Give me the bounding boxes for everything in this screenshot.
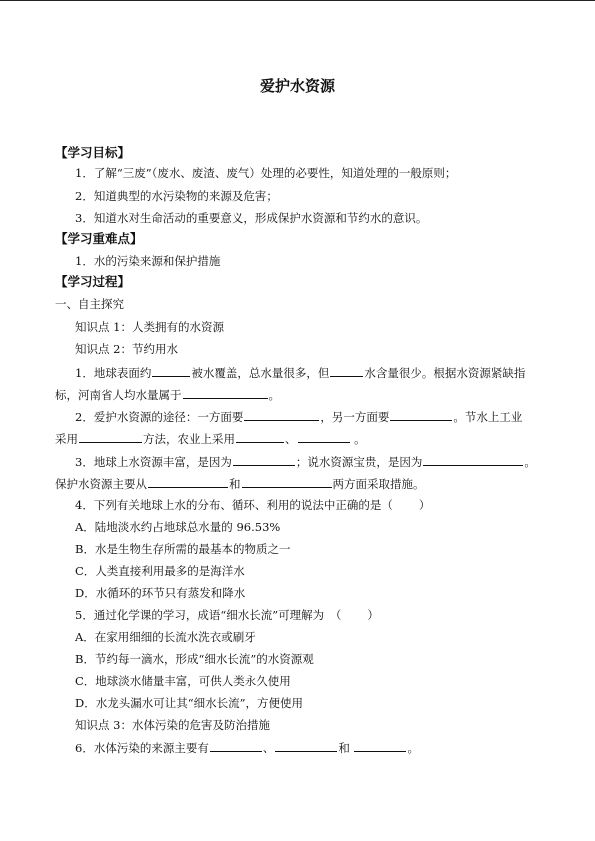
goal-item: 2．知道典型的水污染物的来源及危害； — [75, 189, 278, 203]
question-3-line-2: 保护水资源主要从 和 两方面采取措施。 — [55, 477, 425, 491]
knowledge-point-2: 知识点 2：节约用水 — [75, 342, 178, 356]
question-5-option-a: A．在家用细细的长流水洗衣或刷牙 — [75, 630, 256, 644]
goal-item: 1．了解“三废”（废水、废渣、废气）处理的必要性，知道处理的一般原则； — [75, 166, 457, 180]
answer-blank[interactable] — [236, 431, 284, 443]
question-5-option-b: B．节约每一滴水，形成“细水长流”的水资源观 — [75, 652, 314, 666]
question-4-stem: 4．下列有关地球上水的分布、循环、利用的说法中正确的是（ ） — [75, 498, 431, 512]
question-2-line-1: 2．爱护水资源的途径：一方面要 ，另一方面要 。节水上工业 — [75, 410, 523, 424]
question-1-line-1: 1．地球表面约 被水覆盖，总水量很多，但 水含量很少。根据水资源紧缺指 — [75, 366, 526, 380]
answer-blank[interactable] — [210, 740, 262, 752]
question-5-option-c: C．地球淡水储量丰富，可供人类永久使用 — [75, 674, 291, 688]
question-4-option-d: D．水循环的环节只有蒸发和降水 — [75, 586, 246, 600]
answer-blank[interactable] — [390, 409, 452, 421]
answer-blank[interactable] — [423, 454, 523, 466]
page-title: 爱护水资源 — [259, 77, 335, 95]
question-5-stem: 5．通过化学课的学习，成语“细水长流”可理解为 （ ） — [75, 608, 379, 622]
goals-heading: 【学习目标】 — [55, 145, 131, 160]
answer-blank[interactable] — [298, 431, 350, 443]
answer-blank[interactable] — [242, 476, 332, 488]
knowledge-point-3: 知识点 3：水体污染的危害及防治措施 — [75, 718, 270, 732]
answer-blank[interactable] — [79, 431, 142, 443]
question-4-option-c: C．人类直接利用最多的是海洋水 — [75, 564, 245, 578]
part-heading: 一、自主探究 — [55, 297, 124, 311]
question-4-option-a: A．陆地淡水约占地球总水量的 96.53% — [75, 520, 281, 534]
question-5-option-d: D．水龙头漏水可让其“细水长流”，方便使用 — [75, 696, 303, 710]
question-3-line-1: 3．地球上水资源丰富，是因为 ；说水资源宝贵，是因为 。 — [75, 455, 536, 469]
process-heading: 【学习过程】 — [55, 274, 131, 289]
answer-blank[interactable] — [354, 740, 406, 752]
top-rule — [0, 0, 595, 1]
answer-blank[interactable] — [183, 387, 268, 399]
answer-blank[interactable] — [152, 365, 190, 377]
answer-blank[interactable] — [148, 476, 228, 488]
answer-blank[interactable] — [233, 454, 295, 466]
question-6: 6．水体污染的来源主要有 、 和 。 — [75, 741, 419, 755]
goal-item: 3．知道水对生命活动的重要意义，形成保护水资源和节约水的意识。 — [75, 211, 428, 225]
question-2-line-2: 采用 方法，农业上采用 、 。 — [55, 432, 366, 446]
key-point-item: 1．水的污染来源和保护措施 — [75, 254, 221, 268]
key-points-heading: 【学习重难点】 — [55, 231, 143, 246]
answer-blank[interactable] — [275, 740, 337, 752]
answer-blank[interactable] — [330, 365, 363, 377]
knowledge-point-1: 知识点 1：人类拥有的水资源 — [75, 320, 224, 334]
question-4-option-b: B．水是生物生存所需的最基本的物质之一 — [75, 542, 291, 556]
answer-blank[interactable] — [244, 409, 319, 421]
question-1-line-2: 标，河南省人均水量属于 。 — [55, 388, 280, 402]
